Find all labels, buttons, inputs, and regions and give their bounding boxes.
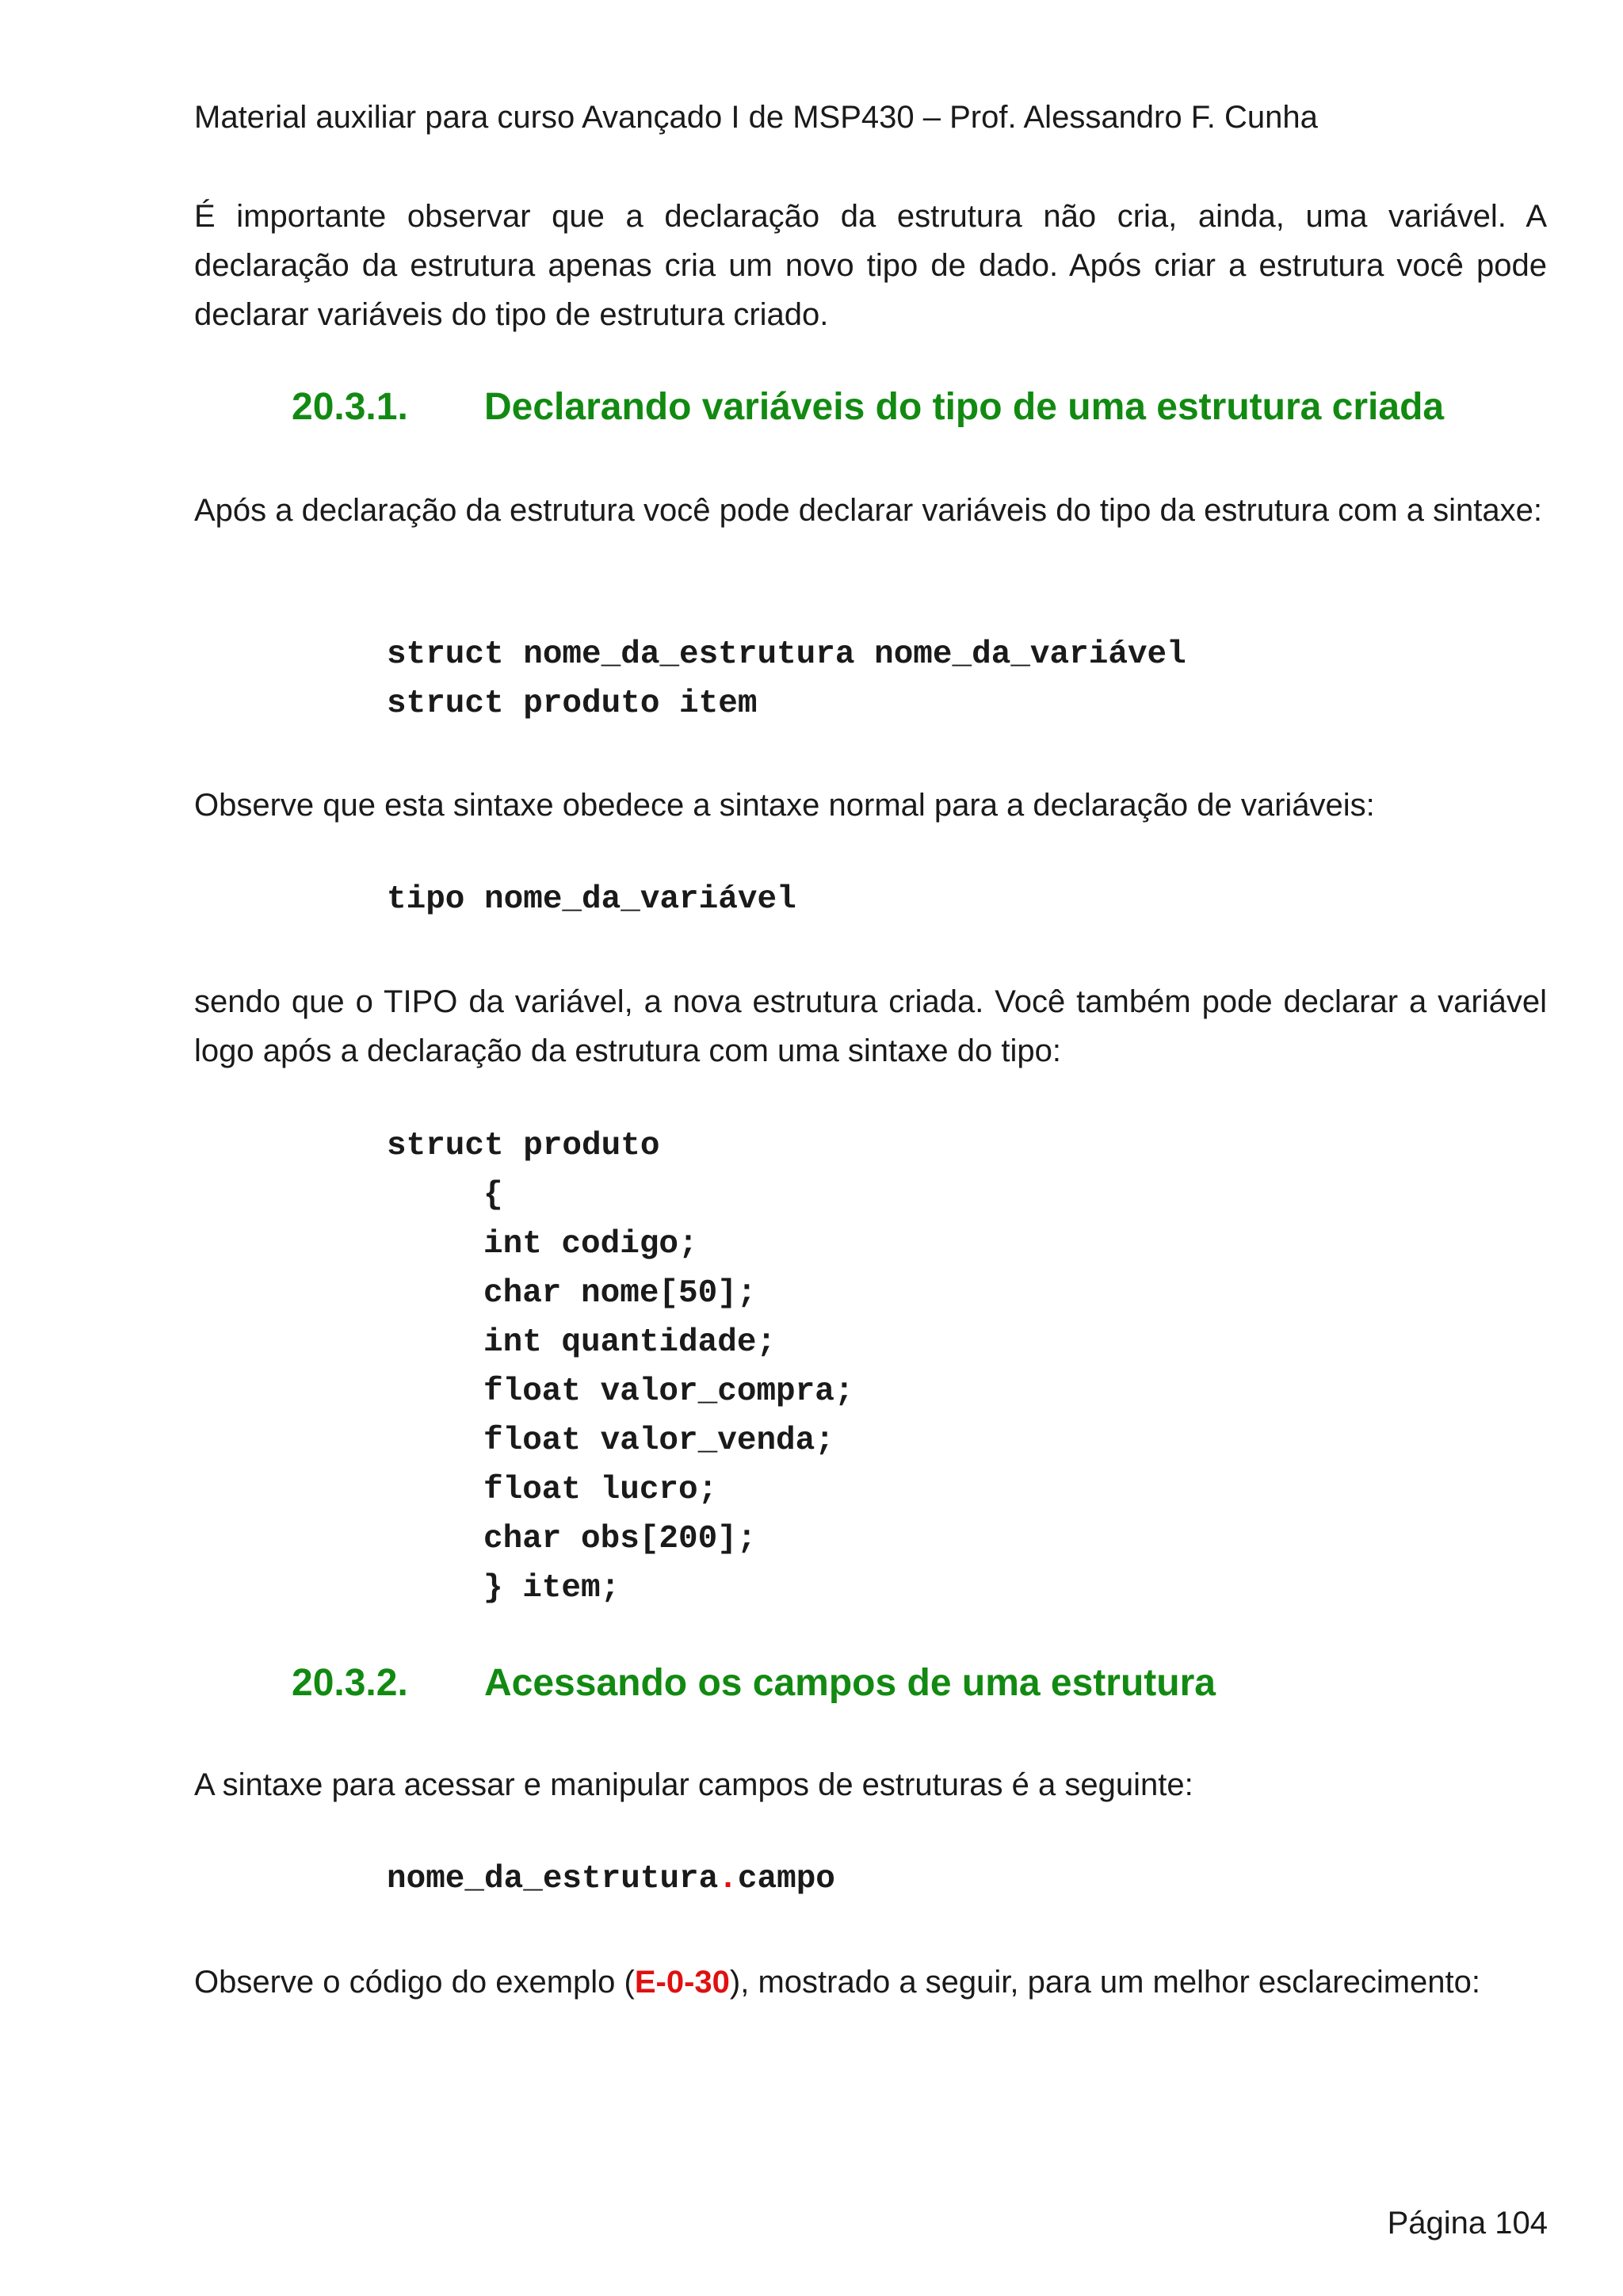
code-struct-head: struct produto [387,1128,660,1164]
section-title: Declarando variáveis do tipo de uma estrutura criada [484,386,1445,428]
section-number: 20.3.2. [292,1662,408,1704]
code-line: } item; [483,1570,621,1606]
observe-paragraph: Observe que esta sintaxe obedece a sintaxe normal para a declaração de variáveis: [194,788,1375,823]
section-heading-20-3-2 [292,1658,1216,1709]
code-line: struct produto item [387,686,758,722]
example-text-before: Observe o código do exemplo ( [194,1965,635,2000]
code-line: float lucro; [483,1472,718,1508]
code-syntax-block [387,630,1186,728]
code-line: { [483,1177,503,1213]
code-struct-name: nome_da_estrutura [387,1861,719,1897]
page-header: Material auxiliar para curso Avançado I de MSP430 – Prof. Alessandro F. Cunha [194,100,1318,135]
example-reference: E-0-30 [634,1965,730,2000]
syntax-paragraph: Após a declaração da estrutura você pode declarar variáveis do tipo da estrutura com a sintaxe: [194,493,1542,528]
page-number: Página 104 [1387,2206,1548,2241]
code-line: char nome[50]; [483,1275,757,1312]
code-access-line [387,1855,835,1904]
tipo-paragraph: sendo que o TIPO da variável, a nova estrutura criada. Você também pode declarar a variável logo após a declaração da estrutura com uma sintaxe do tipo: [194,984,1547,1068]
access-paragraph: A sintaxe para acessar e manipular campos de estruturas é a seguinte: [194,1767,1193,1802]
code-line: int codigo; [483,1226,698,1263]
intro-paragraph: É importante observar que a declaração da estrutura não cria, ainda, uma variável. A declaração da estrutura apenas cria um novo tipo de dado. Após criar a estrutura você pode declarar variáveis do tipo de estrutura criado. [194,199,1547,332]
code-line: int quantidade; [483,1324,777,1361]
code-line: struct nome_da_estrutura nome_da_variável [387,636,1186,673]
code-dot-operator: . [718,1861,738,1897]
code-line: float valor_compra; [483,1373,854,1410]
code-line: char obs[200]; [483,1521,757,1557]
code-field-name: campo [737,1861,835,1897]
code-type-line: tipo nome_da_variável [387,881,796,918]
code-line: float valor_venda; [483,1423,834,1459]
section-number: 20.3.1. [292,386,408,428]
section-title: Acessando os campos de uma estrutura [484,1662,1216,1704]
code-struct-body [483,1171,854,1613]
example-text-after: ), mostrado a seguir, para um melhor esclarecimento: [729,1965,1480,2000]
example-paragraph [194,1958,1547,2007]
section-heading-20-3-1 [292,382,1444,433]
